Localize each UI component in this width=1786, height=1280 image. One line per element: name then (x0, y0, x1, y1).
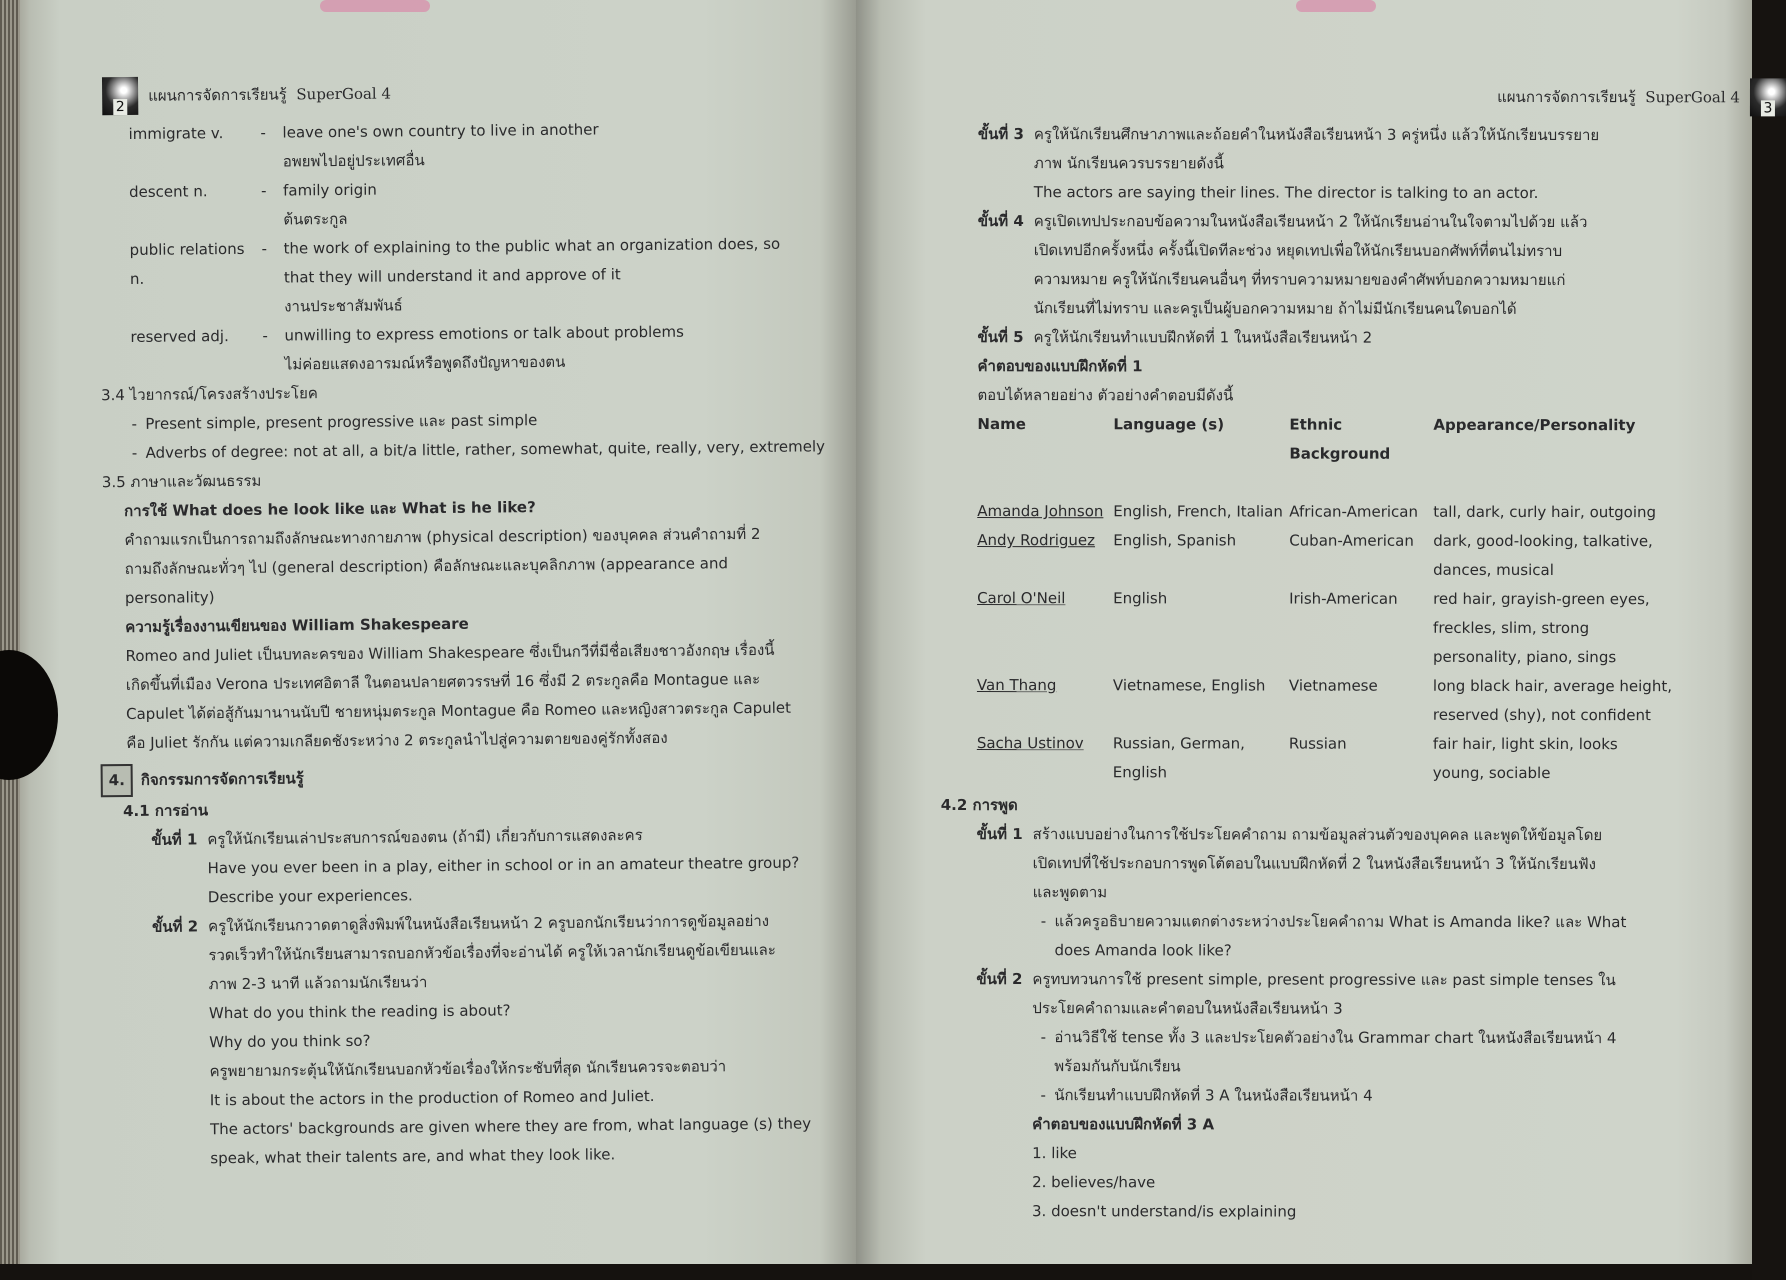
shakespeare-title: ความรู้เรื่องงานเขียนของ William Shakespeare (125, 614, 469, 637)
step-4: ขั้นที่ 4 ครูเปิดเทปประกอบข้อความในหนังสือเรียนหน้า 2 ให้นักเรียนอ่านในใจตามไปด้วย แล้ว เปิดเทปอีกครั้งหนึ่ง ครั้งนี้เปิดทีละช่วง หยุดเทปเพื่อให้นักเรียนบอกศัพท์ที่ตนไม่ทราบ ความหมาย ครูให้นักเรียนคนอื่นๆ ที่ทราบความหมายของคำศัพท์บอกความหมายแก่ นักเรียนที่ไม่ทราบ และครูเป็นผู้บอกความหมาย ถ้าไม่มีนักเรียนคนใดบอกได้ (977, 211, 1588, 318)
speaking-step-2: ขั้นที่ 2 ครูทบทวนการใช้ present simple, present progressive และ past simple tenses ใน ประโยคคำถามและคำตอบในหนังสือเรียนหน้า 3 - อ่านวิธีใช้ tense ทั้ง 3 และประโยคตัวอย่างใน Grammar chart ในหนังสือเรียนหน้า 4 พร้อมกันกับนักเรียน - นักเรียนทำแบบฝึกหัดที่ 3 A ในหนังสือเรียนหน้า 4 (976, 965, 1688, 1111)
usage-paragraph: คำถามแรกเป็นการถามถึงลักษณะทางกายภาพ (physical description) ของบุคคล ส่วนคำถามที่ 2 ถามถึงลักษณะทั่วๆ ไป (general description) คือลักษณะและบุคลิกภาพ (appearance and personality) (124, 524, 761, 608)
answer-item: 3. doesn't understand/is explaining (1032, 1202, 1297, 1221)
table-row (977, 526, 1689, 585)
languages-cell: English (1113, 589, 1168, 608)
vocab-term: public relations n. (129, 239, 245, 288)
vocab-row: descent n. - family origin ต้นตระกูล (129, 171, 830, 236)
table-row (977, 671, 1689, 730)
bullet-item: - Adverbs of degree: not at all, a bit/a little, rather, somewhat, quite, really, very, extremely (131, 437, 826, 462)
vocab-row: public relations n. - the work of explaining to the public what an organization does, so that they will understand it and approve of it งานประชาสัมพันธ์ (129, 229, 830, 323)
column-header: Name (977, 414, 1026, 434)
vocab-term: reserved adj. (130, 327, 229, 346)
left-page-content (100, 73, 838, 1174)
table-row (977, 584, 1689, 672)
section-4 (101, 757, 839, 1174)
column-header: Appearance/Personality (1433, 415, 1636, 435)
step-2: ขั้นที่ 2 ครูให้นักเรียนกวาดตาดูสิ่งพิมพ์ในหนังสือเรียนหน้า 2 ครูบอกนักเรียนว่าการดูข้อมูลอย่าง รวดเร็วทำให้นักเรียนสามารถบอกหัวข้อเรื่องที่จะอ่านได้ ครูให้เวลานักเรียนดูข้อเขียนและ ภาพ 2-3 นาที แล้วถามนักเรียนว่า (152, 911, 776, 994)
bullet-item: - อ่านวิธีใช้ tense ทั้ง 3 และประโยคตัวอย่างใน Grammar chart ในหนังสือเรียนหน้า 4 พร้อมกันกับนักเรียน (1040, 1028, 1617, 1076)
table-header-row (977, 410, 1689, 469)
languages-cell: Vietnamese, English (1112, 676, 1266, 695)
answer-item: 2. believes/have (1032, 1173, 1156, 1192)
languages-cell: English, French, Italian (1113, 502, 1283, 521)
bullet-item: - แล้วครูอธิบายความแตกต่างระหว่างประโยคคำถาม What is Amanda like? และ What does Amanda look like? (1040, 912, 1627, 960)
actor-name: Andy Rodriguez (977, 530, 1096, 550)
section-4-2-heading: 4.2 การพูด (940, 795, 1018, 815)
ethnic-cell: African-American (1289, 502, 1419, 521)
step-1-examples: Have you ever been in a play, either in school or in an amateur theatre group? Describe your experiences. (207, 853, 800, 907)
vocab-definition: the work of explaining to the public what an organization does, so that they will understand it and approve of it งานประชาสัมพันธ์ (283, 234, 781, 316)
languages-cell: Russian, German, English (1112, 734, 1245, 782)
exercise-3a-answers (976, 1110, 1688, 1227)
appearance-cell: dark, good-looking, talkative, dances, musical (1433, 531, 1653, 580)
actor-name: Sacha Ustinov (976, 733, 1084, 753)
vocab-row: immigrate v. - leave one's own country to live in another อพยพไปอยู่ประเทศอื่น (128, 113, 829, 178)
vocab-definition: leave one's own country to live in another อพยพไปอยู่ประเทศอื่น (282, 120, 599, 171)
right-page-content (940, 80, 1773, 1227)
bullet-item: - Present simple, present progressive และ past simple (131, 411, 538, 433)
vocab-definition: family origin ต้นตระกูล (282, 180, 377, 229)
step-2-examples: What do you think the reading is about? Why do you think so? ครูพยายามกระตุ้นให้นักเรียนบอกหัวข้อเรื่องให้กระชับที่สุด นักเรียนควรจะตอบว่า It is about the actors in the production of Romeo and Juliet. The actors' backgrounds are given where they are from, what language (s) they speak, what their talents are, and what they look like. (208, 1001, 812, 1168)
left-page (0, 0, 856, 1280)
table-row (977, 497, 1689, 527)
usage-title: การใช้ What does he look like และ What is he like? (124, 498, 536, 521)
appearance-cell: fair hair, light skin, looks young, sociable (1432, 734, 1618, 783)
page-bottom-edge (0, 1264, 856, 1280)
appearance-cell: long black hair, average height, reserved (shy), not confident (1432, 676, 1673, 725)
page-number-badge: 3 (1750, 78, 1786, 116)
vocab-term: immigrate v. (128, 124, 224, 143)
page-number-badge: 2 (102, 77, 138, 115)
page-header-title: แผนการจัดการเรียนรู้ SuperGoal 4 (1497, 87, 1740, 106)
vocabulary-list (128, 113, 830, 381)
ethnic-cell: Cuban-American (1289, 531, 1414, 550)
left-page-header (102, 73, 828, 116)
vocab-definition: unwilling to express emotions or talk about problems ไม่ค่อยแสดงอารมณ์หรือพูดถึงปัญหาของตน (284, 322, 685, 374)
appearance-cell: tall, dark, curly hair, outgoing (1433, 502, 1657, 522)
ethnic-cell: Irish-American (1289, 589, 1398, 608)
shakespeare-paragraph: Romeo and Juliet เป็นบทละครของ William Shakespeare ซึ่งเป็นกวีที่มีชื่อเสียงชาวอังกฤษ เรื่องนี้ เกิดขึ้นที่เมือง Verona ประเทศอิตาลี ในตอนปลายศตวรรษที่ 16 ซึ่งมี 2 ตระกูลคือ Montague และ Capulet ได้ต่อสู้กันมานานนับปี ชายหนุ่มตระกูล Montague คือ Romeo และหญิงสาวตระกูล Capulet คือ Juliet รักกัน แต่ความเกลียดชังระหว่าง 2 ตระกูลนำไปสู่ความตายของคู่รักทั้งสอง (125, 640, 792, 753)
actor-name: Amanda Johnson (977, 501, 1104, 521)
right-page-header (978, 80, 1786, 117)
section-3-4 (101, 374, 832, 468)
step-3: ขั้นที่ 3 ครูให้นักเรียนศึกษาภาพและถ้อยคำในหนังสือเรียนหน้า 3 ครู่หนึ่ง แล้วให้นักเรียนบรรยาย ภาพ นักเรียนควรบรรยายดังนี้ The actors are saying their lines. The director is talking to an actor. (977, 124, 1600, 202)
actor-name: Van Thang (976, 675, 1057, 695)
right-page (856, 0, 1773, 1280)
languages-cell: English, Spanish (1113, 531, 1237, 550)
bullet-item: - นักเรียนทำแบบฝึกหัดที่ 3 A ในหนังสือเรียนหน้า 4 (1040, 1086, 1373, 1105)
stain-mark (1296, 0, 1376, 12)
actor-name: Carol O'Neil (977, 588, 1066, 608)
exercise-1-answer-table (977, 410, 1690, 788)
step-5: ขั้นที่ 5 ครูให้นักเรียนทำแบบฝึกหัดที่ 1 ในหนังสือเรียนหน้า 2 (977, 327, 1373, 347)
page-header-title: แผนการจัดการเรียนรู้ SuperGoal 4 (148, 83, 392, 105)
thumb-shadow (0, 650, 58, 780)
vocab-term: descent n. (128, 182, 208, 201)
column-header: Language (s) (1113, 415, 1225, 434)
appearance-cell: red hair, grayish-green eyes, freckles, slim, strong personality, piano, sings (1432, 589, 1650, 667)
page-bottom-edge (856, 1264, 1752, 1280)
speaking-step-1: ขั้นที่ 1 สร้างแบบอย่างในการใช้ประโยคคำถาม ถามข้อมูลส่วนตัวของบุคคล และพูดให้ข้อมูลโดย เปิดเทปที่ใช้ประกอบการพูดโต้ตอบในแบบฝึกหัดที่ 2 ในหนังสือเรียนหน้า 3 ให้นักเรียนฟัง และพูดตาม - แล้วครูอธิบายความแตกต่างระหว่างประโยคคำถาม What is Amanda like? และ What does Amanda look like? (976, 820, 1688, 966)
vocab-row: reserved adj. - unwilling to express emotions or talk about problems ไม่ค่อยแสดงอารมณ์หรือพูดถึงปัญหาของตน (130, 316, 831, 381)
stain-mark (320, 0, 430, 12)
section-number-badge: 4. (101, 764, 133, 797)
page-edge (0, 0, 20, 1280)
ethnic-cell: Russian (1288, 734, 1347, 753)
table-row (977, 729, 1689, 788)
section-4-heading: 4. กิจกรรมการจัดการเรียนรู้ (101, 757, 835, 797)
exercise-1-intro: ตอบได้หลายอย่าง ตัวอย่างคำตอบมีดังนี้ (977, 385, 1234, 405)
exercise-1-answers-title: คำตอบของแบบฝึกหัดที่ 1 (977, 356, 1143, 376)
section-heading: 3.5 ภาษาและวัฒนธรรม (101, 471, 262, 492)
answer-item: 1. like (1032, 1144, 1077, 1163)
section-3-5 (102, 461, 835, 758)
step-1: ขั้นที่ 1 ครูให้นักเรียนเล่าประสบการณ์ของตน (ถ้ามี) เกี่ยวกับการแสดงละคร (151, 826, 643, 849)
section-4-1-heading: 4.1 การอ่าน (122, 801, 209, 821)
exercise-3a-title: คำตอบของแบบฝึกหัดที่ 3 A (1032, 1115, 1215, 1134)
column-header: Ethnic Background (1289, 415, 1391, 463)
ethnic-cell: Vietnamese (1288, 676, 1378, 695)
section-heading: 3.4 ไวยากรณ์/โครงสร้างประโยค (100, 384, 318, 405)
